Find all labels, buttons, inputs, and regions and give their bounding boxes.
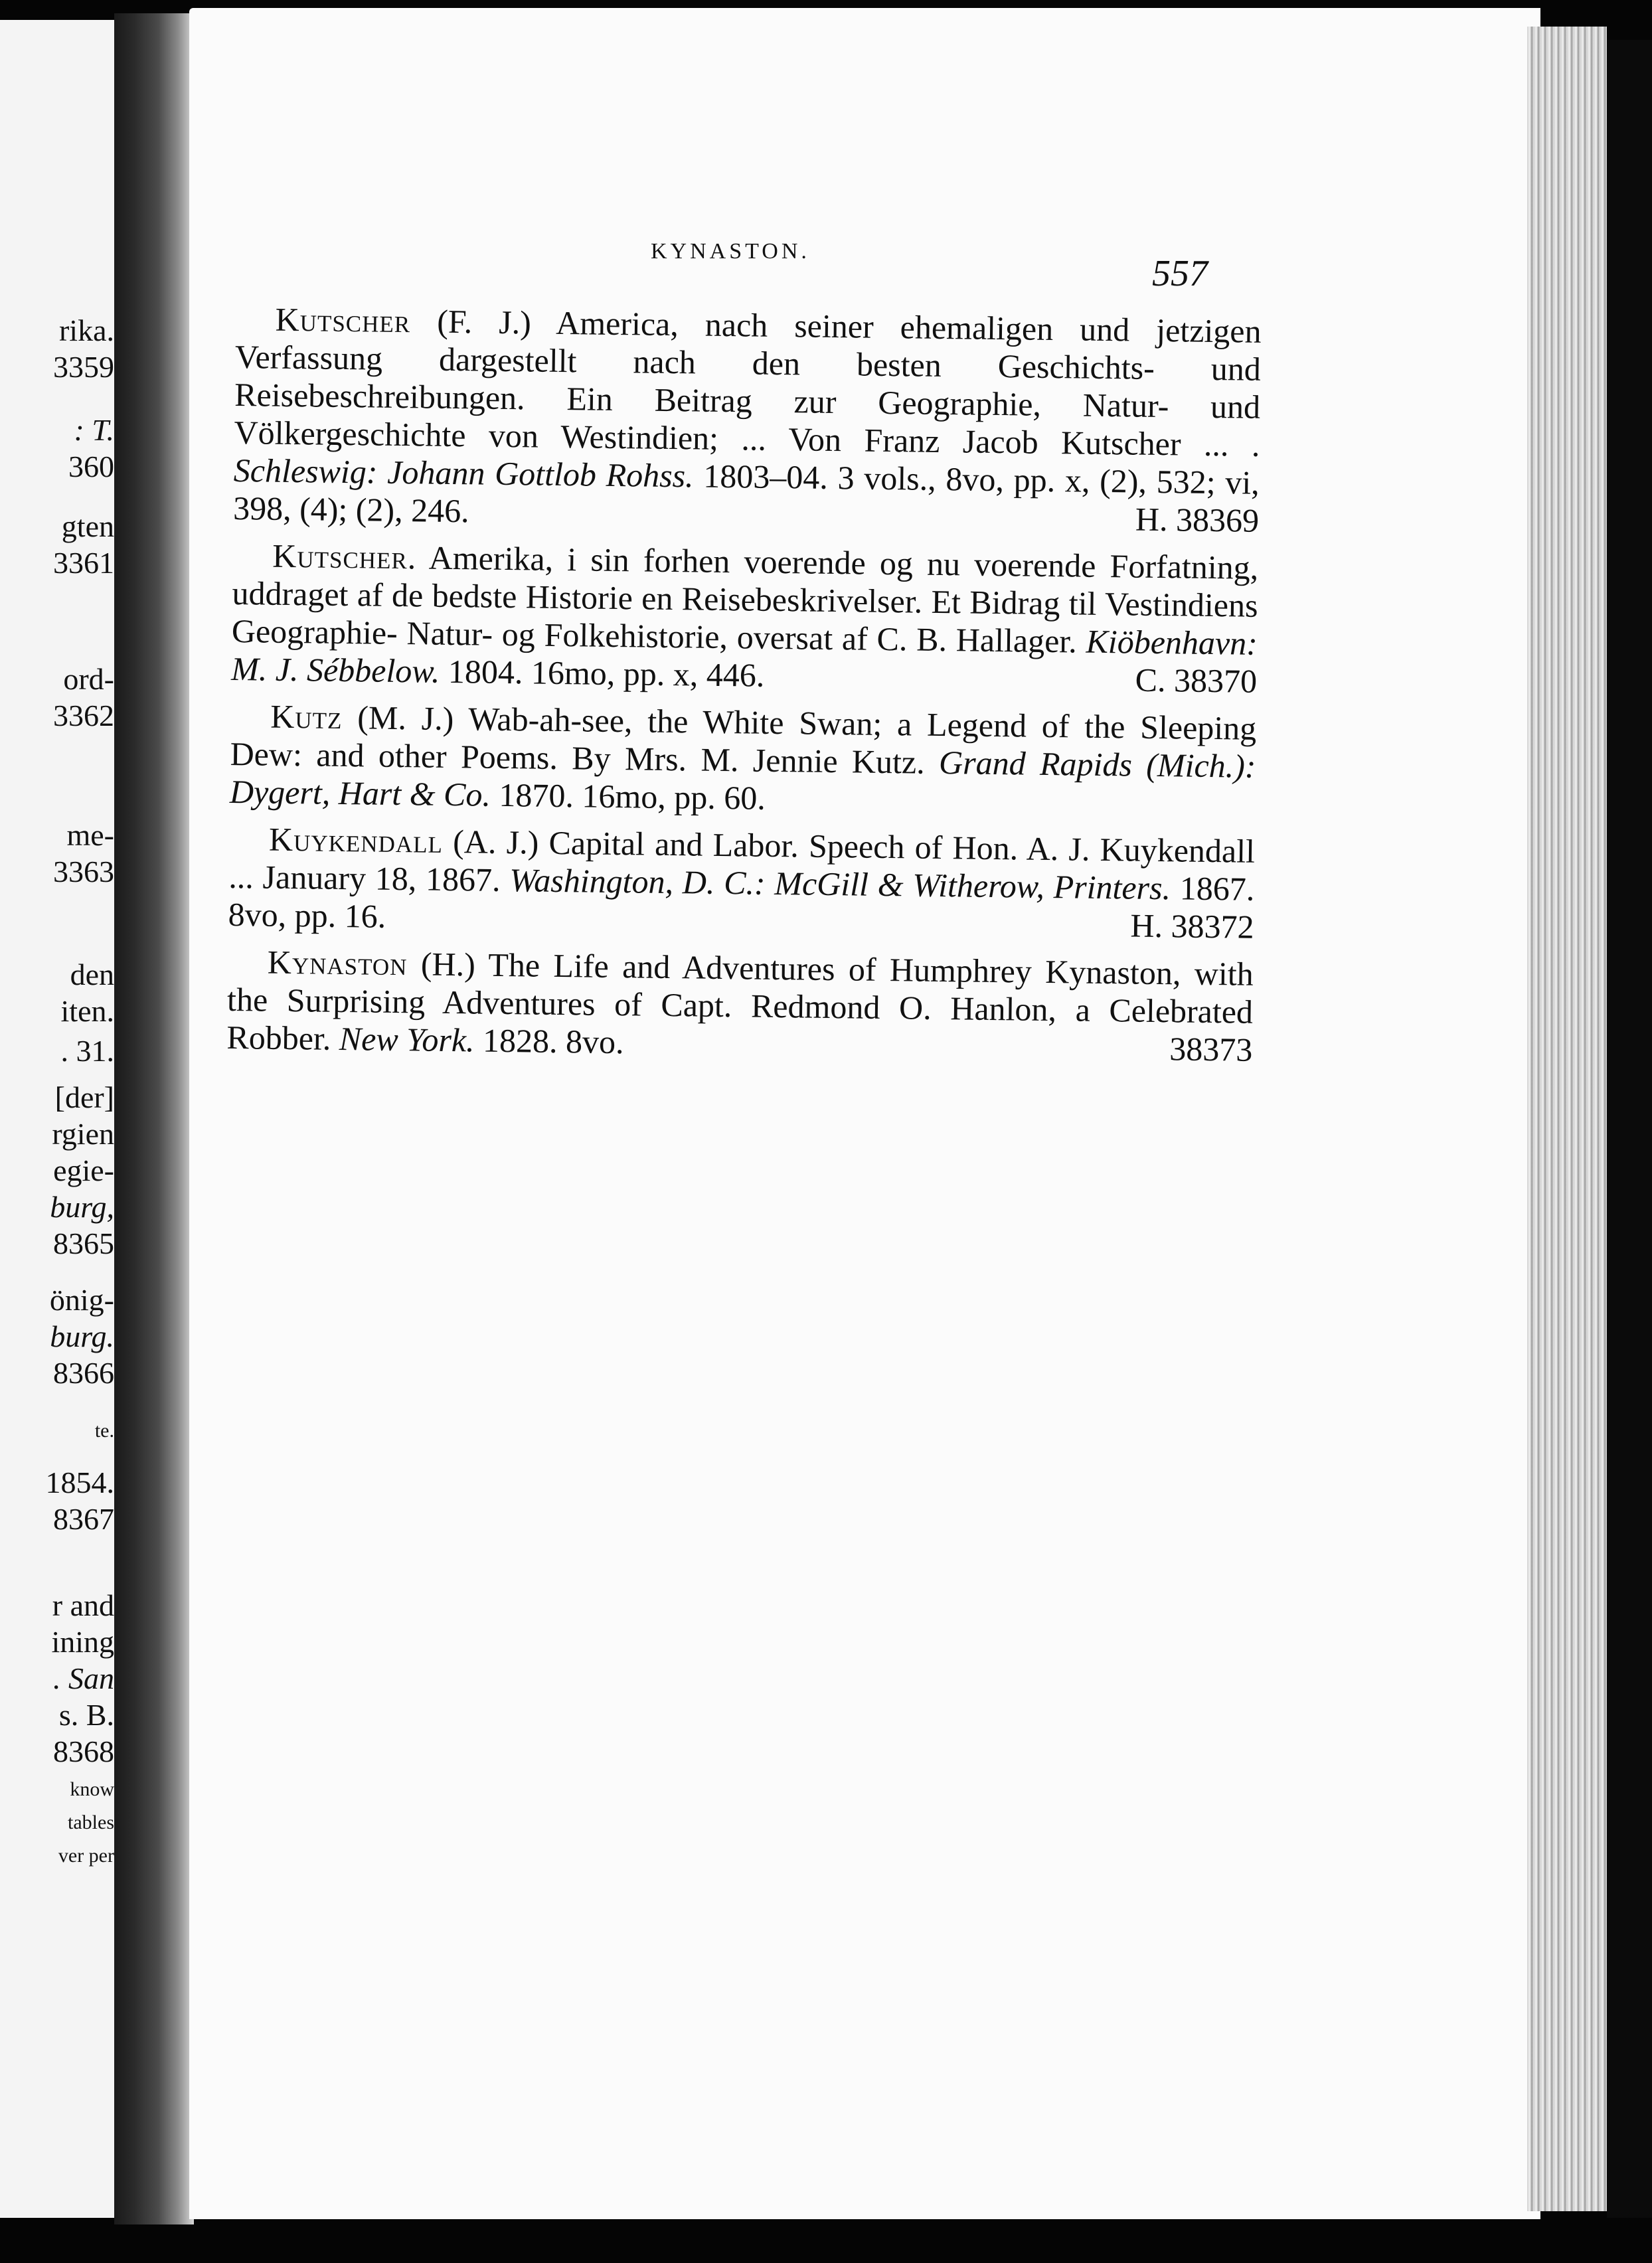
- left-page-fragment: 8368: [53, 1734, 114, 1768]
- entry-imprint: Grand Rapids (Mich.): Dygert, Hart & Co.: [229, 743, 1256, 813]
- entry-tail: 1828. 8vo.: [474, 1021, 624, 1061]
- left-page-fragment: [der]: [54, 1080, 114, 1114]
- entry-imprint: Schleswig: Johann Gottlob Rohss.: [233, 451, 694, 495]
- entry-heading: Kuykendall: [268, 820, 444, 860]
- left-page-fragment: 3363: [53, 855, 114, 888]
- entry-imprint: Kiöbenhavn: M. J. Sébbelow.: [230, 622, 1258, 690]
- entry-body: (H.) The Life and Adventures of Humphrey Kynaston, with the Surprising Adventures of Capt. Redmond O. Hanlon, a Celebrated Robber.: [226, 945, 1254, 1057]
- left-page-fragment: . 31.: [60, 1034, 114, 1068]
- entry-ref: H. 38369: [1135, 500, 1260, 539]
- entry-imprint: New York.: [339, 1019, 475, 1059]
- left-page-fragment: 8366: [53, 1356, 114, 1390]
- entry-heading: Kutscher.: [272, 537, 417, 576]
- entry-tail: 1804. 16mo, pp. x, 446.: [440, 652, 765, 694]
- left-page-fragment: r and: [52, 1588, 114, 1622]
- entry-tail: 1803–04. 3 vols., 8vo, pp. x, (2), 532; vi, 398, (4); (2), 246.: [232, 457, 1260, 530]
- left-page-fragment: rgien: [52, 1117, 114, 1151]
- left-page-fragment: ord-: [63, 662, 114, 696]
- left-page-fragment: : T.: [74, 413, 114, 447]
- left-page-fragment: s. B.: [58, 1698, 114, 1732]
- left-page-fragment: egie-: [53, 1153, 114, 1187]
- entry: [226, 943, 1254, 1069]
- left-facing-page: [0, 20, 114, 2218]
- main-page: [189, 8, 1540, 2219]
- left-page-fragment: ining: [51, 1625, 114, 1659]
- entry-body: (A. J.) Capital and Labor. Speech of Hon. A. J. Kuykendall ... January 18, 1867.: [228, 822, 1256, 899]
- left-page-fragment: den: [70, 958, 114, 991]
- scan-border: [1607, 40, 1652, 2218]
- left-page-fragment: me-: [66, 818, 114, 852]
- entry-body: (M. J.) Wab-ah-see, the White Swan; a Legend of the Sleeping Dew: and other Poems. By Mrs. M. Jennie Kutz.: [230, 699, 1257, 781]
- entry-heading: Kutz: [270, 697, 343, 736]
- entry: [233, 300, 1262, 540]
- left-page-fragment: . San: [53, 1661, 114, 1695]
- left-page-fragment: burg,: [50, 1190, 114, 1224]
- entry-heading: Kynaston: [267, 943, 408, 983]
- page-number: 557: [1152, 253, 1208, 294]
- left-page-fragment: 8367: [53, 1502, 114, 1536]
- left-page-fragment: rika.: [58, 313, 114, 347]
- left-page-fragment: gten: [61, 509, 114, 543]
- entry-ref: 38373: [1169, 1030, 1253, 1068]
- entry-body: (F. J.) America, nach seiner ehemaligen und jetzigen Verfassung dargestellt nach den besten Geschichts- und Reisebeschreibungen. Ein Beitrag zur Geographie, Natur- und Völkergeschichte von Westindien; ... Von Franz Jacob Kutscher ... .: [234, 302, 1262, 463]
- entry-ref: C. 38370: [1135, 661, 1258, 700]
- book-gutter: [114, 13, 194, 2224]
- entry: [231, 537, 1259, 701]
- left-page-fragment: tables: [68, 1811, 114, 1833]
- left-page-fragment: 3361: [53, 546, 114, 580]
- entry-tail: 1867. 8vo, pp. 16.: [228, 869, 1255, 935]
- entry: [230, 697, 1257, 823]
- page-stack-edge: [1527, 27, 1607, 2211]
- entry: [228, 820, 1255, 946]
- left-page-fragment: iten.: [60, 994, 114, 1028]
- left-page-fragment: 3359: [53, 350, 114, 384]
- entry-tail: 1870. 16mo, pp. 60.: [490, 776, 766, 817]
- left-page-fragment: 360: [68, 450, 114, 483]
- left-page-fragment: 8365: [53, 1226, 114, 1260]
- left-page-fragment: burg.: [50, 1319, 114, 1353]
- left-page-fragment: 1854.: [45, 1466, 114, 1499]
- left-page-fragment: önig-: [49, 1283, 114, 1317]
- running-head: KYNASTON.: [651, 239, 810, 264]
- left-page-fragment: 3362: [53, 699, 114, 732]
- left-page-fragment: know: [70, 1778, 114, 1800]
- entry-ref: H. 38372: [1130, 906, 1254, 946]
- left-page-fragment: te.: [94, 1420, 114, 1442]
- bibliography-entries: [226, 300, 1262, 1078]
- entry-heading: Kutscher: [275, 300, 411, 340]
- entry-body: Amerika, i sin forhen voerende og nu voerende Forfatning, uddraget af de bedste Historie en Reisebeskrivelser. Et Bidrag til Vestindiens Geographie- Natur- og Folkehistorie, oversat af C. B. Hallager.: [231, 539, 1259, 660]
- left-page-fragment: ver per: [58, 1845, 114, 1867]
- entry-imprint: Washington, D. C.: McGill & Witherow, Printers.: [509, 861, 1171, 907]
